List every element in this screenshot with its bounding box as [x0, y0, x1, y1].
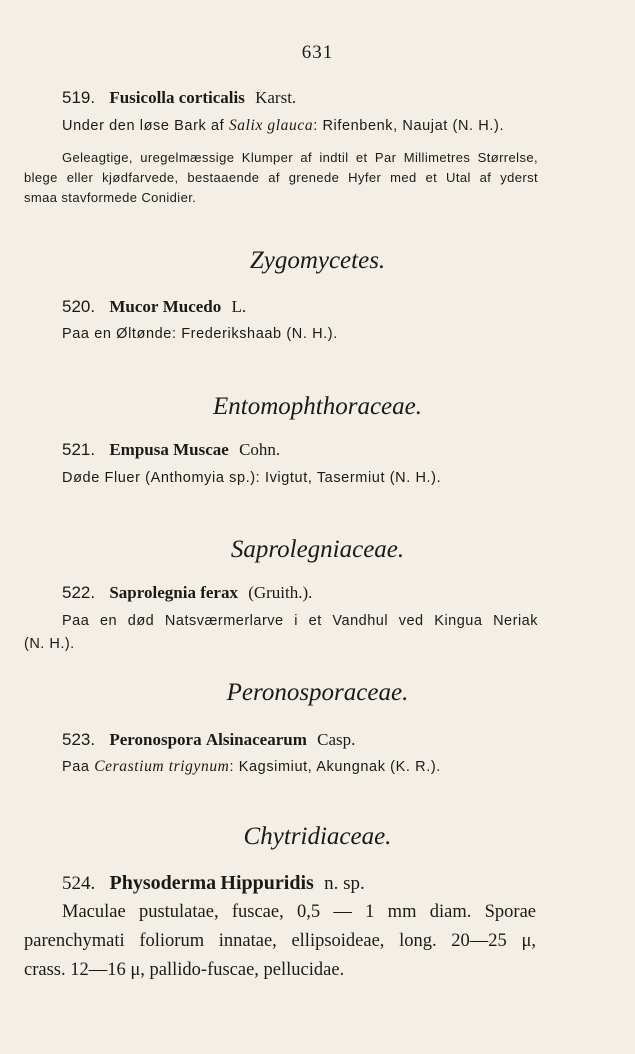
locality-line: Paa en død Natsværmerlarve i et Vandhul ved Kingua Neriak — [62, 613, 538, 629]
species-name: corticalis — [178, 88, 245, 107]
family-heading-saprolegniaceae: Saprolegniaceae. — [230, 536, 405, 563]
entry-522-locality — [24, 610, 538, 656]
locality-text: Paa — [62, 759, 95, 775]
family-heading-chytridiaceae: Chytridiaceae. — [243, 823, 392, 850]
locality-text: : Kagsimiut, Akungnak (K. R.). — [229, 759, 441, 775]
author-citation: n. sp. — [324, 873, 365, 894]
description-line: smaa stavformede Conidier. — [24, 190, 197, 205]
locality-text: : Rifenbenk, Naujat (N. H.). — [313, 118, 505, 134]
description-line: Geleagtige, uregelmæssige Klumper af indtil et Par Millimetres Størrelse, — [62, 150, 538, 165]
description-line: blege eller kjødfarvede, bestaaende af grenede Hyfer med et Utal af yderst — [24, 170, 538, 185]
author-citation: (Gruith.). — [248, 583, 313, 602]
entry-519-heading — [62, 88, 296, 108]
species-name: Mucedo — [162, 297, 222, 316]
host-plant: Cerastium trigynum — [94, 758, 230, 775]
genus-name: Saprolegnia — [109, 583, 196, 602]
genus-name: Peronospora — [109, 730, 202, 749]
genus-name: Physoderma — [109, 872, 217, 894]
description-line: crass. 12—16 μ, pallido-fuscae, pellucidae. — [24, 960, 345, 980]
entry-521-heading — [62, 440, 280, 460]
author-citation: Cohn. — [239, 440, 281, 459]
genus-name: Mucor — [109, 297, 159, 316]
description-line: Maculae pustulatae, fuscae, 0,5 — 1 mm diam. Sporae — [62, 902, 536, 922]
species-name: ferax — [200, 583, 238, 602]
entry-number: 519. — [62, 88, 96, 107]
page-number: 631 — [301, 42, 334, 63]
entry-number: 522. — [62, 583, 96, 602]
entry-520-locality: Paa en Øltønde: Frederikshaab (N. H.). — [62, 326, 338, 342]
entry-524-description — [24, 898, 536, 985]
author-citation: Casp. — [317, 730, 356, 749]
entry-522-heading — [62, 583, 312, 603]
entry-519-locality — [62, 117, 504, 135]
family-heading-peronosporaceae: Peronosporaceae. — [226, 679, 409, 706]
species-name: Alsinacearum — [205, 730, 307, 749]
description-line: parenchymati foliorum innatae, ellipsoideae, long. 20—25 μ, — [24, 931, 536, 951]
entry-521-locality: Døde Fluer (Anthomyia sp.): Ivigtut, Tasermiut (N. H.). — [62, 470, 442, 486]
genus-name: Empusa — [109, 440, 169, 459]
genus-name: Fusicolla — [109, 88, 175, 107]
entry-523-heading — [62, 730, 355, 750]
family-heading-entomophthoraceae: Entomophthoraceae. — [213, 393, 422, 420]
entry-524-heading — [62, 872, 365, 895]
locality-text: Under den løse Bark af — [62, 118, 229, 134]
author-citation: L. — [231, 297, 247, 316]
entry-523-locality — [62, 758, 441, 776]
entry-number: 521. — [62, 440, 96, 459]
entry-number: 520. — [62, 297, 96, 316]
host-plant: Salix glauca — [228, 117, 314, 134]
entry-number: 524. — [62, 873, 96, 894]
entry-519-description — [24, 148, 538, 208]
author-citation: Karst. — [255, 88, 297, 107]
species-name: Hippuridis — [220, 872, 314, 894]
species-name: Muscae — [173, 440, 229, 459]
entry-520-heading — [62, 297, 246, 317]
family-heading-zygomycetes: Zygomycetes. — [249, 247, 386, 274]
entry-number: 523. — [62, 730, 96, 749]
locality-line: (N. H.). — [24, 636, 75, 652]
